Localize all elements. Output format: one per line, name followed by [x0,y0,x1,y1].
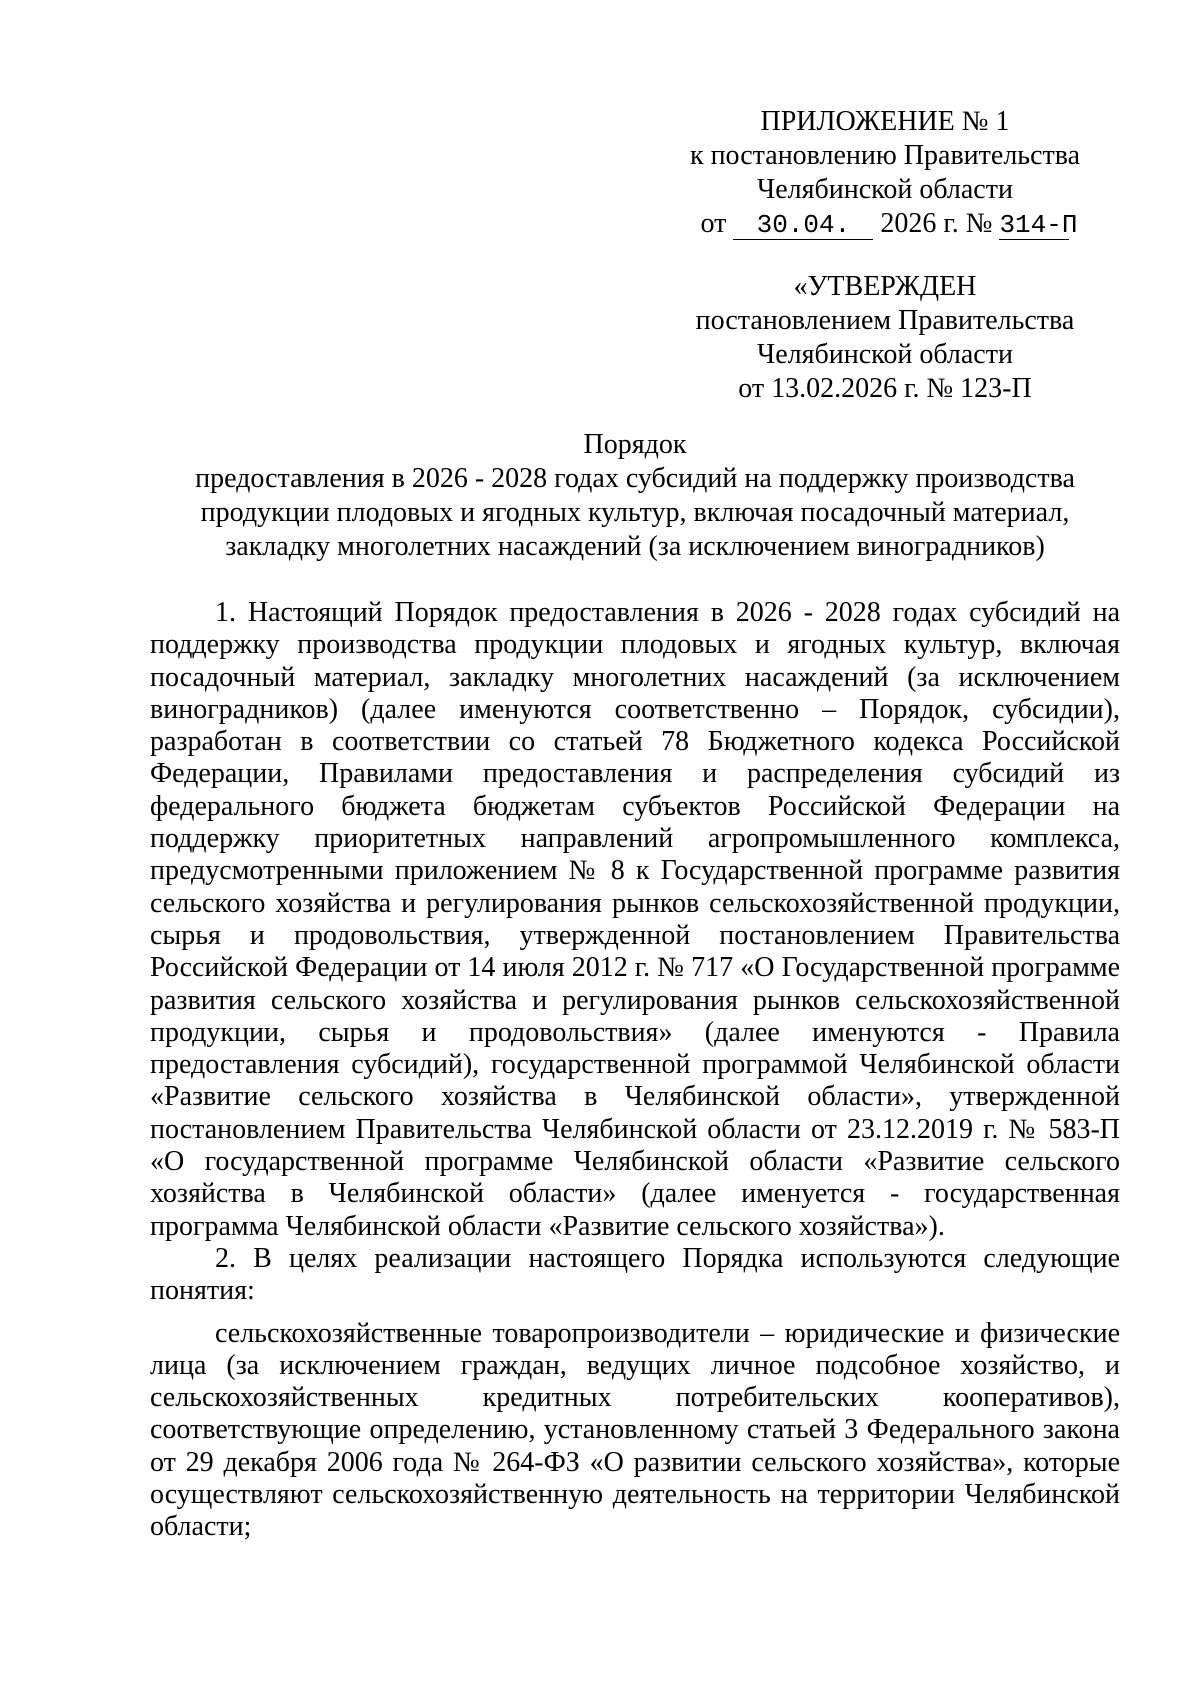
date-prefix: от [700,208,727,239]
appendix-heading: ПРИЛОЖЕНИЕ № 1 [760,106,1010,137]
document-title [150,428,1120,564]
number-filled: 314-П [999,210,1078,240]
approved-heading: «УТВЕРЖДЕН [793,271,977,302]
appendix-header [660,105,1110,241]
title-line-1: предоставления в 2026 - 2028 годах субсидий на поддержку производства [195,463,1075,494]
paragraph-2: 2. В целях реализации настоящего Порядка используются следующие понятия: [150,1242,1120,1307]
appendix-date-line [660,207,1110,241]
approved-line-1: постановлением Правительства [695,305,1075,336]
approved-header [660,270,1110,406]
date-filled: 30.04. [733,211,873,240]
approved-line-3: от 13.02.2026 г. № 123-П [738,373,1032,404]
title-line-3: закладку многолетних насаждений (за исключением виноградников) [225,531,1045,562]
year-text: 2026 г. № [880,208,993,239]
document-body [150,597,1120,1544]
title-word: Порядок [583,429,687,460]
paragraph-definition: сельскохозяйственные товаропроизводители – юридические и физические лица (за исключением граждан, ведущих личное подсобное хозяйство, и сельскохозяйственных кредитных потребительских кооперативов), соответствующие определению, установленному статьей 3 Федерального закона от 29 декабря 2006 года № 264-ФЗ «О развитии сельского хозяйства», которые осуществляют сельскохозяйственную деятельность на территории Челябинской области; [150,1317,1120,1543]
appendix-line-2: Челябинской области [757,174,1013,205]
paragraph-1: 1. Настоящий Порядок предоставления в 2026 - 2028 годах субсидий на поддержку производства продукции плодовых и ягодных культур, включая посадочный материал, закладку многолетних насаждений (за исключением виноградников) (далее именуются соответственно – Порядок, субсидии), разработан в соответствии со статьей 78 Бюджетного кодекса Российской Федерации, Правилами предоставления и распределения субсидий из федерального бюджета бюджетам субъектов Российской Федерации на поддержку приоритетных направлений агропромышленного комплекса, предусмотренными приложением № 8 к Государственной программе развития сельского хозяйства и регулирования рынков сельскохозяйственной продукции, сырья и продовольствия, утвержденной постановлением Правительства Российской Федерации от 14 июля 2012 г. № 717 «О Государственной программе развития сельского хозяйства и регулирования рынков сельскохозяйственной продукции, сырья и продовольствия» (далее именуются - Правила предоставления субсидий), государственной программой Челябинской области «Развитие сельского хозяйства в Челябинской области», утвержденной постановлением Правительства Челябинской области от 23.12.2019 г. № 583-П «О государственной программе Челябинской области «Развитие сельского хозяйства в Челябинской области» (далее именуется - государственная программа Челябинской области «Развитие сельского хозяйства»). [150,597,1120,1242]
title-line-2: продукции плодовых и ягодных культур, включая посадочный материал, [200,497,1070,528]
approved-line-2: Челябинской области [757,339,1013,370]
appendix-line-1: к постановлению Правительства [689,140,1081,171]
